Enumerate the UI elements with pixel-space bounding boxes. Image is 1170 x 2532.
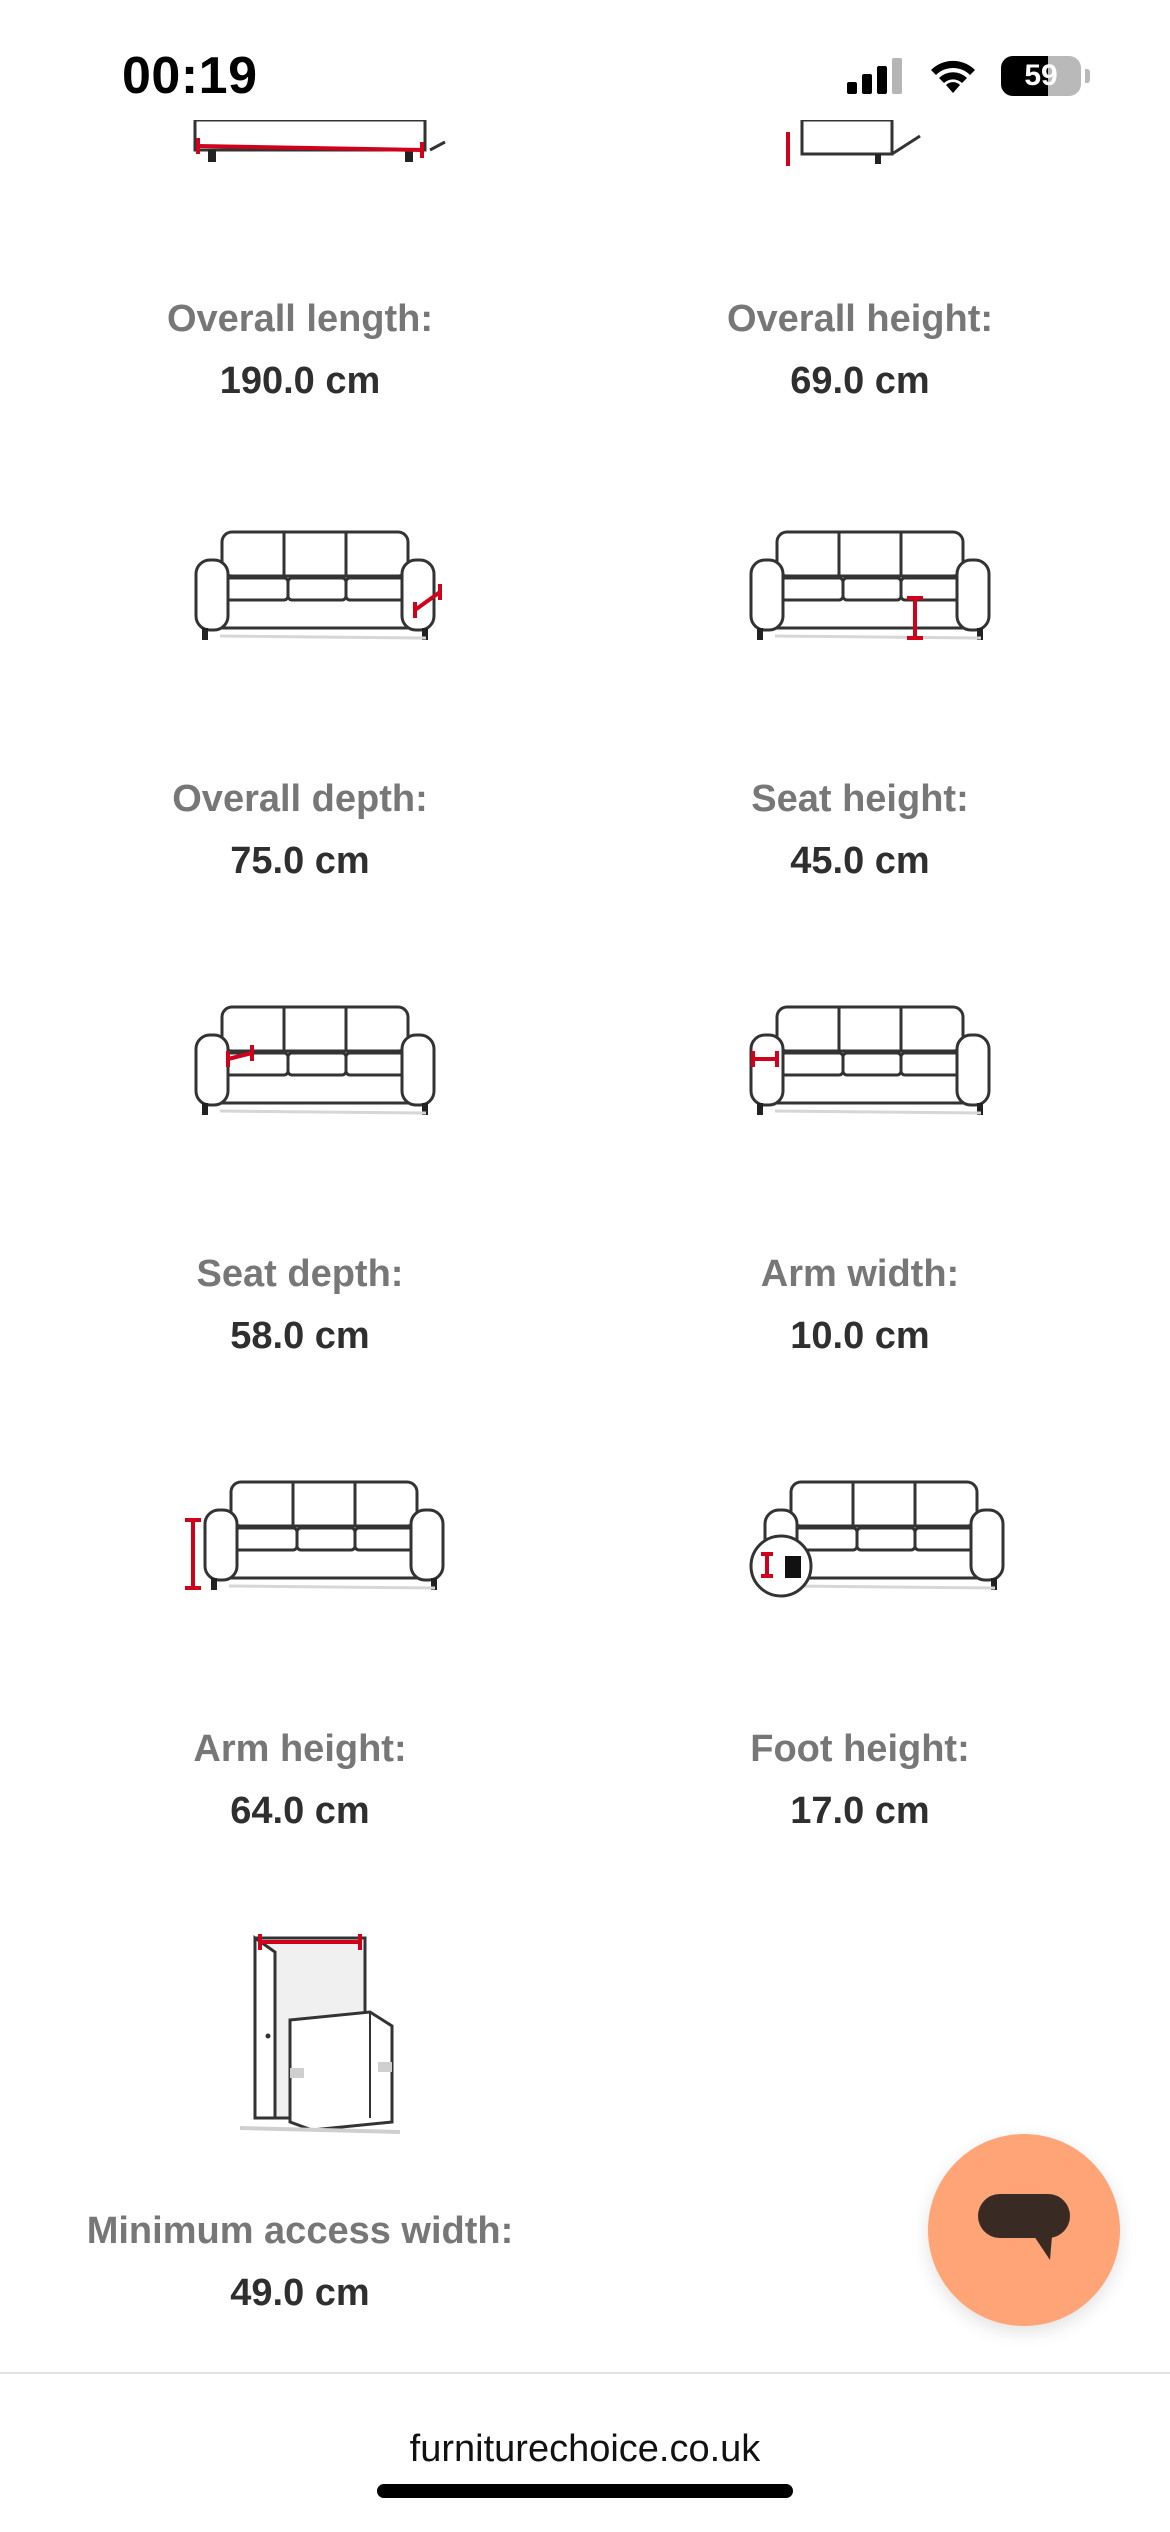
sofa-outline [751,532,989,640]
spec-label: Minimum access width: [86,2210,514,2252]
doorway-access-icon [220,1930,420,2135]
sofa-depth-icon [190,520,450,650]
spec-value: 58.0 cm [230,1315,370,1357]
spec-label: Foot height: [750,1728,970,1770]
spec-label: Overall length: [166,298,434,340]
status-bar [0,0,1170,140]
home-indicator[interactable] [377,2484,793,2498]
sofa-length-icon [190,120,450,180]
spec-value: 49.0 cm [230,2272,370,2314]
status-time: 00:19 [122,47,258,105]
spec-value: 64.0 cm [230,1790,370,1832]
sofa-seat-depth-icon [190,995,450,1125]
spec-label: Overall height: [726,298,994,340]
spec-value: 10.0 cm [790,1315,930,1357]
battery-cap [1085,69,1090,83]
spec-value: 45.0 cm [790,840,930,882]
spec-label: Seat height: [751,778,969,820]
spec-label: Arm width: [760,1253,960,1295]
chat-button[interactable] [928,2134,1120,2326]
sofa-arm-height-icon [185,1470,455,1600]
sofa-outline [205,1482,443,1590]
spec-label: Arm height: [193,1728,407,1770]
spec-value: 17.0 cm [790,1790,930,1832]
spec-value: 69.0 cm [790,360,930,402]
battery-indicator [1001,56,1081,96]
spec-value: 190.0 cm [219,360,381,402]
sofa-arm-width-icon [745,995,1005,1125]
spec-value: 75.0 cm [230,840,370,882]
cellular-signal-icon [847,58,905,94]
wifi-icon [927,57,979,95]
sofa-outline [751,1007,989,1115]
sofa-height-icon [780,120,930,180]
browser-url-bar[interactable] [0,2372,1170,2532]
sofa-outline [196,1007,434,1115]
sofa-seat-height-icon [745,520,1005,650]
spec-label: Overall depth: [172,778,428,820]
sofa-outline [196,532,434,640]
chat-bubble-icon [976,2190,1072,2270]
spec-label: Seat depth: [196,1253,404,1295]
status-icons [847,56,1090,96]
url-text[interactable]: furniturechoice.co.uk [409,2428,761,2470]
battery-level: 59 [1024,59,1058,92]
sofa-foot-height-icon [745,1470,1015,1600]
